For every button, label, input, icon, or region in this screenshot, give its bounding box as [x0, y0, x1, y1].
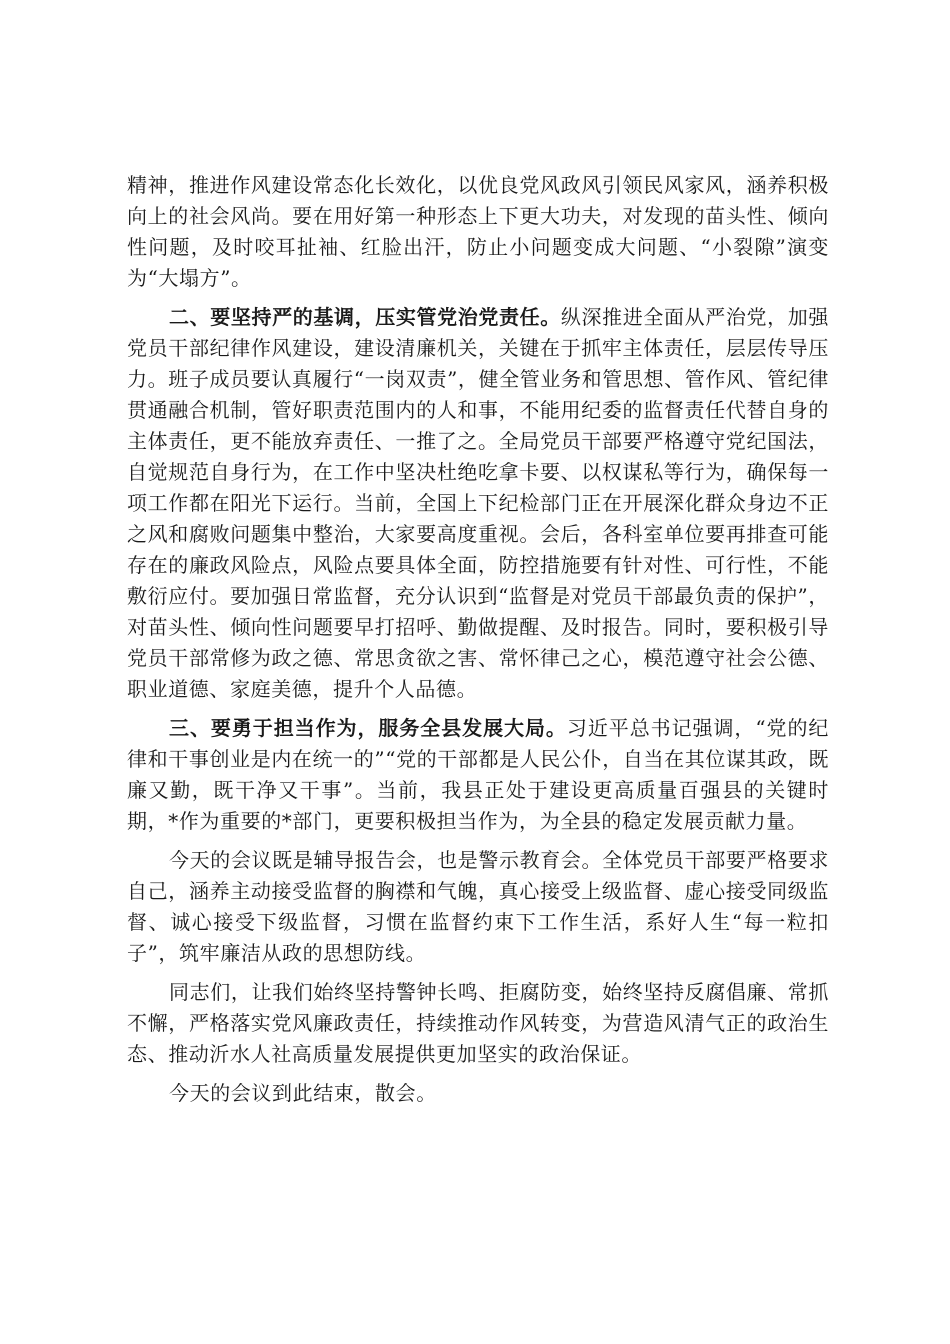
paragraph-text: 今天的会议到此结束，散会。 [169, 1081, 437, 1105]
paragraph-adjournment [127, 1078, 829, 1109]
paragraph-meeting-summary [127, 845, 829, 969]
paragraph-text: 同志们，让我们始终坚持警钟长鸣、拒腐防变，始终坚持反腐倡廉、常抓不懈，严格落实党风廉政责任，持续推动作风转变，为营造风清气正的政治生态、推动沂水人社高质量发展提供更加坚实的政治保证。 [127, 980, 829, 1066]
paragraph-text: 习近平总书记强调，“党的纪律和干事创业是内在统一的”“党的干部都是人民公仆，自当在其位谋其政，既廉又勤，既干净又干事”。当前，我县正处于建设更高质量百强县的关键时期，*作为重要的*部门，更要积极担当作为，为全县的稳定发展贡献力量。 [127, 716, 829, 833]
section-heading-two: 二、要坚持严的基调，压实管党治党责任。 [169, 305, 561, 329]
paragraph-text: 纵深推进全面从严治党，加强党员干部纪律作风建设，建设清廉机关，关键在于抓牢主体责任，层层传导压力。班子成员要认真履行“一岗双责”，健全管业务和管思想、管作风、管纪律贯通融合机制，管好职责范围内的人和事，不能用纪委的监督责任代替自身的主体责任，更不能放弃责任、一推了之。全局党员干部要严格遵守党纪国法，自觉规范自身行为，在工作中坚决杜绝吃拿卡要、以权谋私等行为，确保每一项工作都在阳光下运行。当前，全国上下纪检部门正在开展深化群众身边不正之风和腐败问题集中整治，大家要高度重视。会后，各科室单位要再排查可能存在的廉政风险点，风险点要具体全面，防控措施要有针对性、可行性，不能敷衍应付。要加强日常监督，充分认识到“监督是对党员干部最负责的保护”，对苗头性、倾向性问题要早打招呼、勤做提醒、及时报告。同时，要积极引导党员干部常修为政之德、常思贪欲之害、常怀律己之心，模范遵守社会公德、职业道德、家庭美德，提升个人品德。 [127, 305, 829, 701]
paragraph-continuation [127, 170, 829, 294]
section-heading-three: 三、要勇于担当作为，服务全县发展大局。 [169, 716, 567, 740]
paragraph-text: 精神，推进作风建设常态化长效化，以优良党风政风引领民风家风，涵养积极向上的社会风尚。要在用好第一种形态上下更大功夫，对发现的苗头性、倾向性问题，及时咬耳扯袖、红脸出汗，防止小问题变成大问题、“小裂隙”演变为“大塌方”。 [127, 173, 829, 290]
document-body [127, 170, 829, 1117]
paragraph-closing-call [127, 977, 829, 1070]
paragraph-text: 今天的会议既是辅导报告会，也是警示教育会。全体党员干部要严格要求自己，涵养主动接受监督的胸襟和气魄，真心接受上级监督、虚心接受同级监督、诚心接受下级监督，习惯在监督约束下工作生活，系好人生“每一粒扣子”，筑牢廉洁从政的思想防线。 [127, 848, 829, 965]
paragraph-section-three [127, 713, 829, 837]
paragraph-section-two [127, 302, 829, 705]
